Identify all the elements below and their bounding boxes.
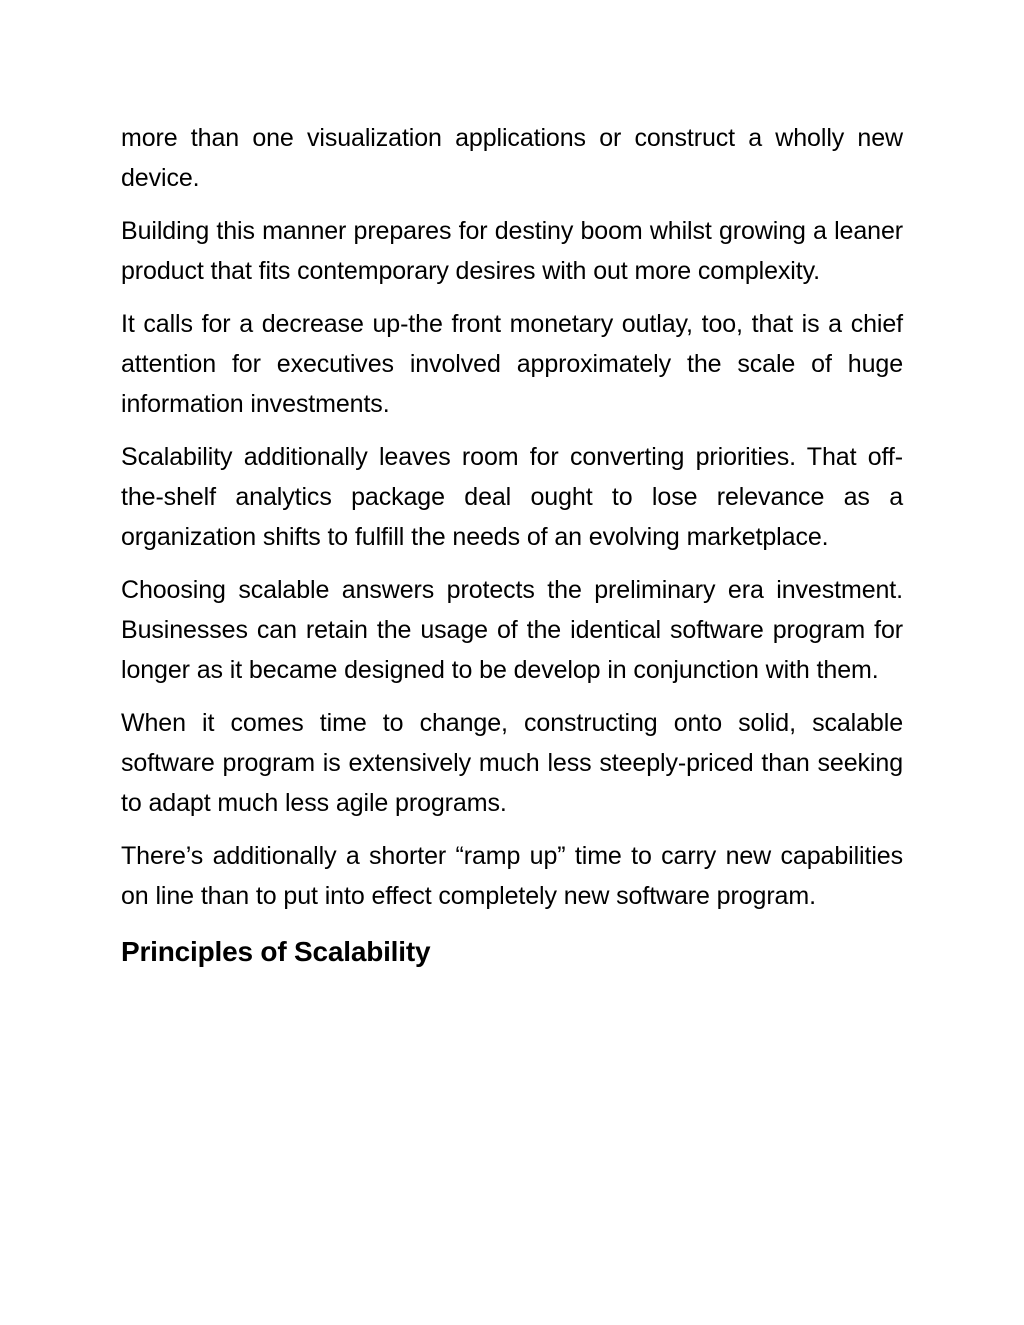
paragraph-investment: Choosing scalable answers protects the preliminary era investment. Businesses can retain the usage of the identical software program for longer as it became designed to be develop in conjunction with them. bbox=[121, 576, 903, 684]
section-heading: Principles of Scalability bbox=[121, 936, 431, 967]
paragraph-monetary-outlay: It calls for a decrease up-the front monetary outlay, too, that is a chief attention for executives involved approximately the scale of huge information investments. bbox=[121, 310, 903, 418]
paragraph-continuation: more than one visualization applications or construct a wholly new device. bbox=[121, 124, 903, 192]
paragraph-priorities: Scalability additionally leaves room for converting priorities. That off-the-shelf analytics package deal ought to lose relevance as a organization shifts to fulfill the needs of an evolving marketplace. bbox=[121, 443, 903, 551]
document-page bbox=[121, 118, 903, 974]
paragraph-building: Building this manner prepares for destiny boom whilst growing a leaner product that fits contemporary desires with out more complexity. bbox=[121, 217, 903, 285]
paragraph-change: When it comes time to change, constructing onto solid, scalable software program is extensively much less steeply-priced than seeking to adapt much less agile programs. bbox=[121, 709, 903, 817]
paragraph-ramp-up: There’s additionally a shorter “ramp up” time to carry new capabilities on line than to put into effect completely new software program. bbox=[121, 842, 903, 910]
